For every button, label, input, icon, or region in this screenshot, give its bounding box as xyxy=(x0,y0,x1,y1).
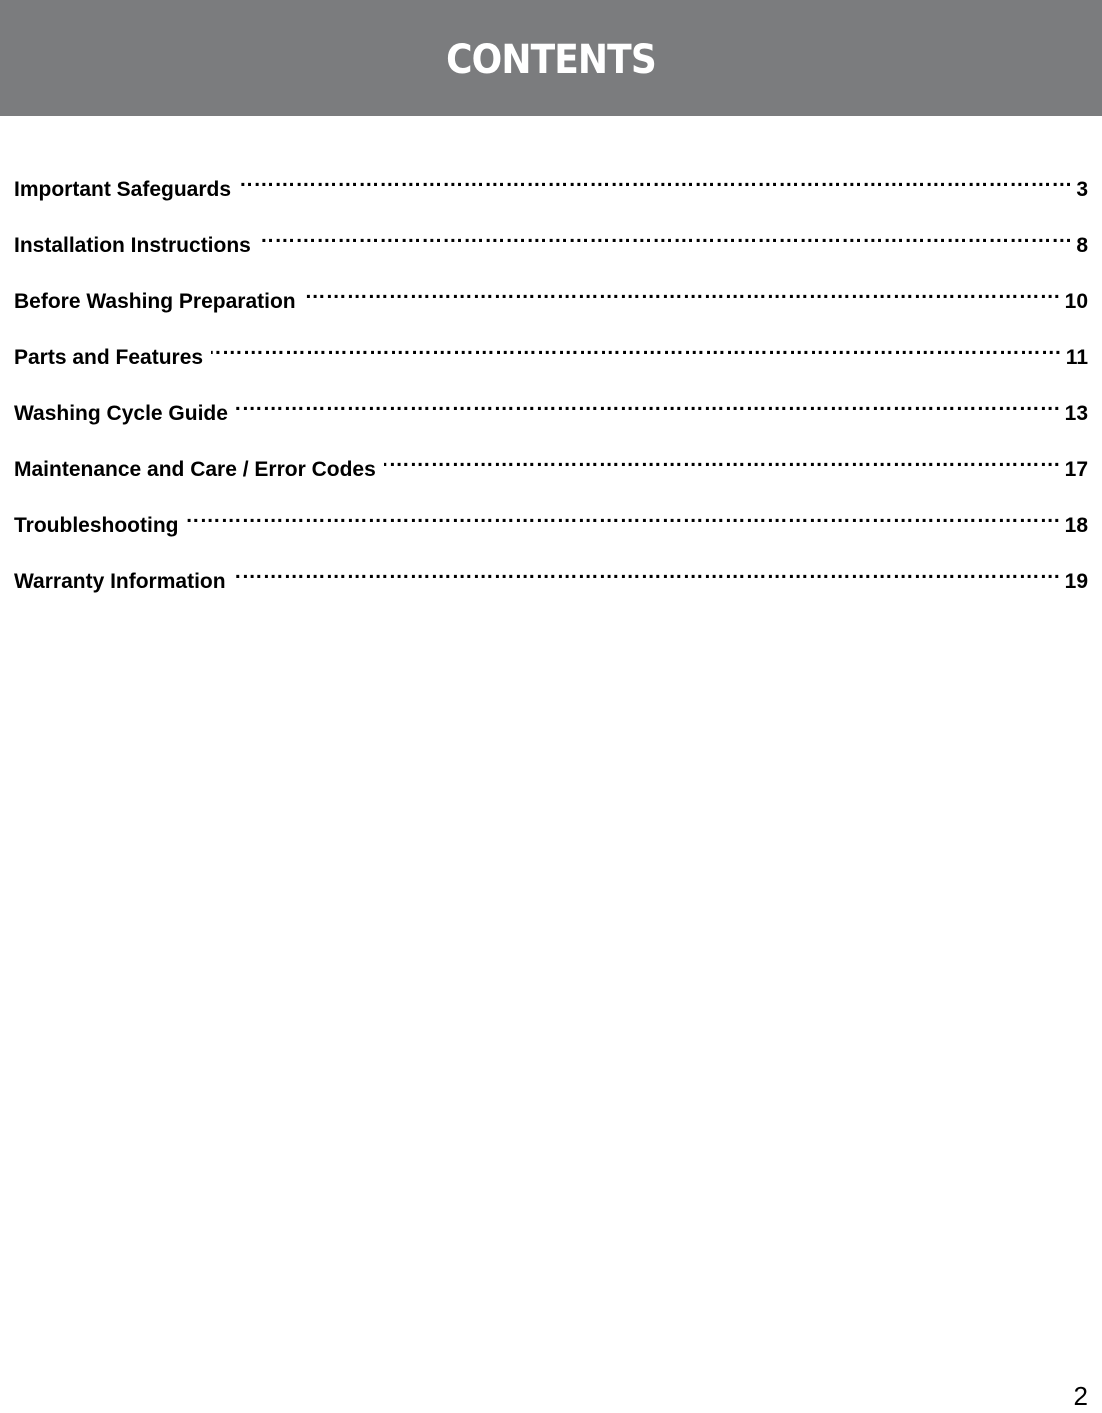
toc-leader-dots xyxy=(186,500,1060,532)
toc-leader-dots xyxy=(211,332,1062,364)
toc-leader-dots xyxy=(304,276,1061,308)
toc-entry-maintenance-and-care[interactable] xyxy=(14,444,1088,500)
toc-entry-page: 11 xyxy=(1065,346,1088,369)
toc-entry-installation-instructions[interactable] xyxy=(14,220,1088,276)
toc-entry-label: Important Safeguards xyxy=(14,178,232,201)
toc-leader-dots xyxy=(236,388,1061,420)
toc-entry-troubleshooting[interactable] xyxy=(14,500,1088,556)
toc-entry-label: Parts and Features xyxy=(14,346,204,369)
toc-entry-before-washing-preparation[interactable] xyxy=(14,276,1088,332)
toc-entry-page: 18 xyxy=(1064,514,1088,537)
toc-entry-page: 10 xyxy=(1064,290,1088,313)
toc-entry-label: Washing Cycle Guide xyxy=(14,402,228,425)
toc-entry-important-safeguards[interactable] xyxy=(14,164,1088,220)
toc-entry-label: Warranty Information xyxy=(14,570,226,593)
table-of-contents xyxy=(14,164,1088,612)
toc-entry-label: Troubleshooting xyxy=(14,514,179,537)
toc-entry-parts-and-features[interactable] xyxy=(14,332,1088,388)
toc-entry-page: 13 xyxy=(1064,402,1088,425)
contents-header-bar xyxy=(0,0,1102,116)
toc-entry-page: 17 xyxy=(1064,458,1088,481)
toc-entry-label: Before Washing Preparation xyxy=(14,290,296,313)
toc-leader-dots xyxy=(234,556,1061,588)
page-title: CONTENTS xyxy=(446,37,656,83)
toc-entry-page: 8 xyxy=(1076,234,1088,257)
toc-leader-dots xyxy=(259,220,1072,252)
toc-entry-page: 19 xyxy=(1064,570,1088,593)
toc-entry-washing-cycle-guide[interactable] xyxy=(14,388,1088,444)
toc-leader-dots xyxy=(384,444,1061,476)
toc-leader-dots xyxy=(239,164,1072,196)
toc-entry-label: Installation Instructions xyxy=(14,234,251,257)
page-number: 2 xyxy=(1073,1381,1088,1411)
toc-entry-warranty-information[interactable] xyxy=(14,556,1088,612)
toc-entry-page: 3 xyxy=(1076,178,1088,201)
toc-entry-label: Maintenance and Care / Error Codes xyxy=(14,458,376,481)
